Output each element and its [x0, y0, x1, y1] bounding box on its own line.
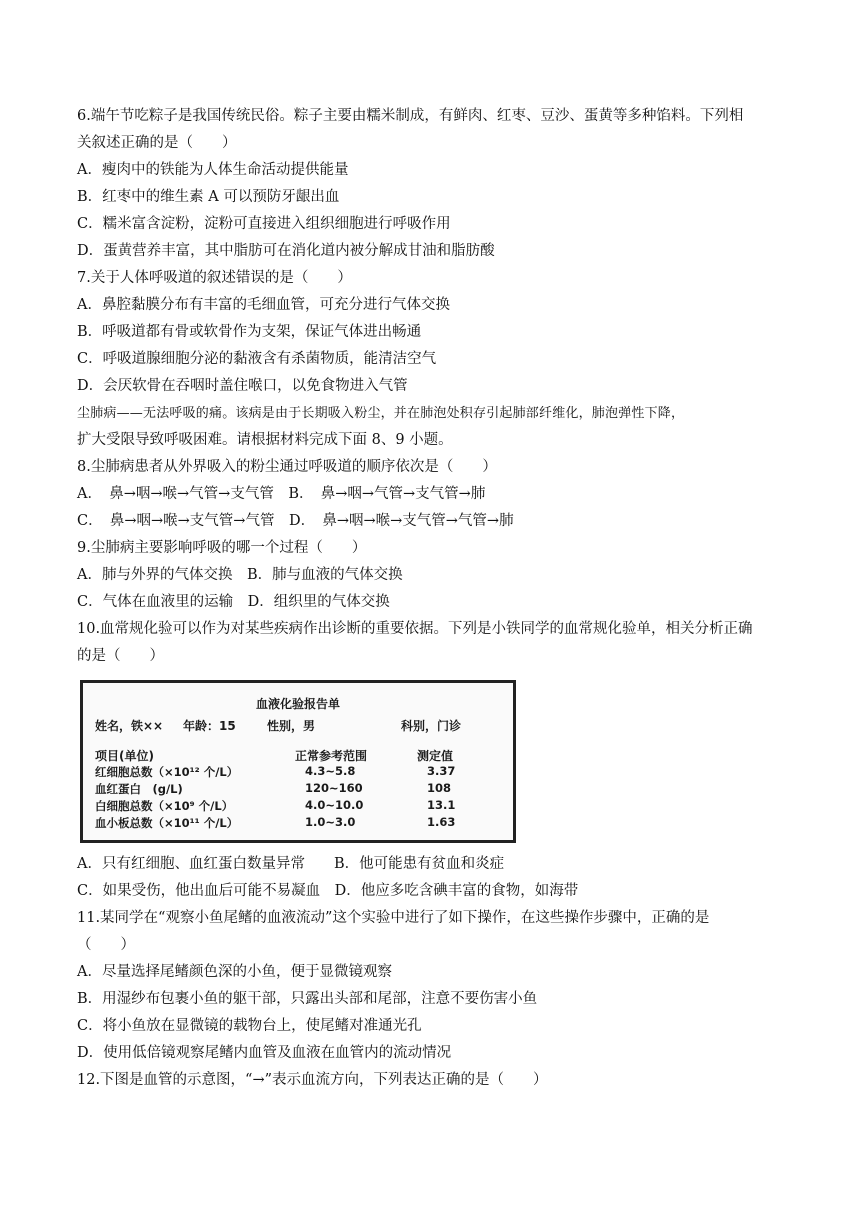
- report-col-item: 项目(单位): [95, 749, 154, 763]
- report-row-item: 红细胞总数（×10¹² 个/L）: [95, 765, 239, 779]
- q9-options-cd: C．气体在血液里的运输 D．组织里的气体交换: [77, 594, 390, 610]
- q11-option-c: C．将小鱼放在显微镜的载物台上，使尾鳍对准通光孔: [77, 1018, 422, 1034]
- material-line1: 尘肺病——无法呼吸的痛。该病是由于长期吸入粉尘，并在肺泡处积存引起肺部纤维化，肺泡弹性下降，: [77, 406, 685, 421]
- report-row-item: 血红蛋白 (g/L): [95, 782, 183, 796]
- report-col-value: 测定值: [417, 749, 454, 763]
- report-col-range: 正常参考范围: [295, 749, 368, 763]
- report-row-range: 4.3~5.8: [305, 764, 356, 778]
- report-row-value: 1.63: [427, 815, 456, 829]
- report-name: 姓名，铁××: [95, 719, 164, 733]
- q6-option-a: A．瘦肉中的铁能为人体生命活动提供能量: [77, 162, 349, 178]
- q11-option-b: B．用湿纱布包裹小鱼的躯干部，只露出头部和尾部，注意不要伤害小鱼: [77, 991, 538, 1007]
- report-row-item: 血小板总数（×10¹¹ 个/L）: [95, 816, 239, 830]
- report-row-range: 1.0~3.0: [305, 815, 356, 829]
- q7-stem: 7.关于人体呼吸道的叙述错误的是（ ）: [77, 270, 352, 286]
- q9-stem: 9.尘肺病主要影响呼吸的哪一个过程（ ）: [77, 540, 367, 556]
- q10-options-cd: C．如果受伤，他出血后可能不易凝血 D．他应多吃含碘丰富的食物，如海带: [77, 883, 579, 899]
- q6-stem-line2: 关叙述正确的是（ ）: [77, 135, 237, 151]
- report-age: 年龄：15: [183, 719, 236, 733]
- q10-stem-line2: 的是（ ）: [77, 648, 164, 664]
- q11-stem-line2: （ ）: [77, 937, 135, 953]
- report-sex: 性别，男: [267, 719, 316, 733]
- q6-stem-line1: 6.端午节吃粽子是我国传统民俗。粽子主要由糯米制成，有鲜肉、红枣、豆沙、蛋黄等多种馅料。下列相: [77, 108, 744, 124]
- q7-option-d: D．会厌软骨在吞咽时盖住喉口，以免食物进入气管: [77, 378, 408, 394]
- q10-stem-line1: 10.血常规化验可以作为对某些疾病作出诊断的重要依据。下列是小铁同学的血常规化验单，相关分析正确: [77, 621, 753, 637]
- q11-option-d: D．使用低倍镜观察尾鳍内血管及血液在血管内的流动情况: [77, 1045, 452, 1061]
- report-row-value: 13.1: [427, 798, 456, 812]
- q9-options-ab: A．肺与外界的气体交换 B．肺与血液的气体交换: [77, 567, 403, 583]
- report-title: 血液化验报告单: [255, 697, 340, 711]
- report-row-item: 白细胞总数（×10⁹ 个/L）: [95, 799, 234, 813]
- q12-stem: 12.下图是血管的示意图，“→”表示血流方向，下列表达正确的是（ ）: [77, 1072, 548, 1088]
- q6-option-c: C．糯米富含淀粉，淀粉可直接进入组织细胞进行呼吸作用: [77, 216, 451, 232]
- q8-options-ab: A． 鼻→咽→喉→气管→支气管 B． 鼻→咽→气管→支气管→肺: [77, 486, 486, 502]
- q11-stem-line1: 11.某同学在“观察小鱼尾鳍的血液流动”这个实验中进行了如下操作，在这些操作步骤中，正确的是: [77, 910, 710, 926]
- q10-options-ab: A．只有红细胞、血红蛋白数量异常 B．他可能患有贫血和炎症: [77, 856, 505, 872]
- q11-option-a: A．尽量选择尾鳍颜色深的小鱼，便于显微镜观察: [77, 964, 392, 980]
- blood-test-report: [80, 680, 516, 843]
- q7-option-a: A．鼻腔黏膜分布有丰富的毛细血管，可充分进行气体交换: [77, 297, 450, 313]
- q7-option-b: B．呼吸道都有骨或软骨作为支架，保证气体进出畅通: [77, 324, 422, 340]
- report-row-range: 4.0~10.0: [305, 798, 364, 812]
- report-dept: 科别，门诊: [401, 719, 462, 733]
- q6-option-d: D．蛋黄营养丰富，其中脂肪可在消化道内被分解成甘油和脂肪酸: [77, 243, 495, 259]
- report-row-range: 120~160: [305, 781, 363, 795]
- material-line2: 扩大受限导致呼吸困难。请根据材料完成下面 8、9 小题。: [77, 432, 453, 448]
- q7-option-c: C．呼吸道腺细胞分泌的黏液含有杀菌物质，能清洁空气: [77, 351, 437, 367]
- q8-options-cd: C． 鼻→咽→喉→支气管→气管 D． 鼻→咽→喉→支气管→气管→肺: [77, 513, 514, 529]
- q8-stem: 8.尘肺病患者从外界吸入的粉尘通过呼吸道的顺序依次是（ ）: [77, 459, 497, 475]
- q6-option-b: B．红枣中的维生素 A 可以预防牙龈出血: [77, 189, 340, 205]
- report-row-value: 3.37: [427, 764, 456, 778]
- report-row-value: 108: [427, 781, 452, 795]
